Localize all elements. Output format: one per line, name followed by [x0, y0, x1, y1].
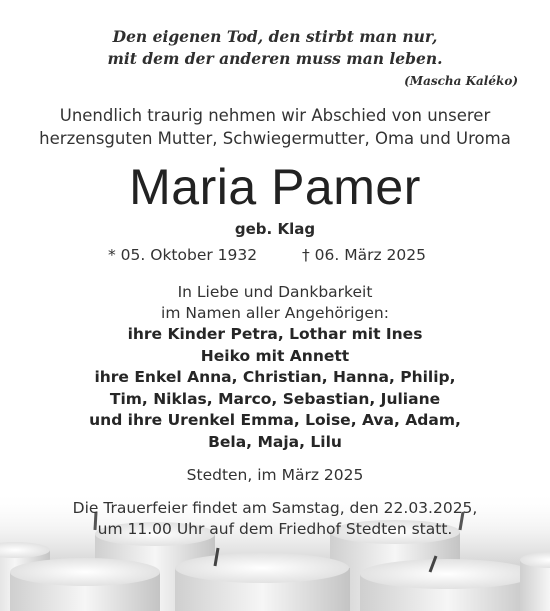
family-line: ihre Kinder Petra, Lothar mit Ines	[127, 325, 423, 343]
deceased-name: Maria Pamer	[129, 159, 421, 215]
candle	[10, 558, 160, 611]
death-date: † 06. März 2025	[302, 246, 427, 264]
intro-line-1: Unendlich traurig nehmen wir Abschied von unserer	[59, 106, 491, 125]
thanks-line-2: im Namen aller Angehörigen:	[161, 304, 389, 322]
intro-line-2: herzensguten Mutter, Schwiegermutter, Oma und Uroma	[39, 129, 511, 148]
birth-date: * 05. Oktober 1932	[108, 246, 258, 264]
quote-line-1: Den eigenen Tod, den stirbt man nur,	[112, 27, 438, 46]
candle	[360, 556, 535, 611]
candle	[520, 552, 550, 611]
life-dates	[0, 246, 550, 268]
family-line: Bela, Maja, Lilu	[208, 432, 342, 451]
intro-text	[0, 104, 550, 150]
family-line: ihre Enkel Anna, Christian, Hanna, Philip,	[94, 368, 456, 386]
candle	[175, 548, 350, 611]
family-line: Heiko mit Annett	[200, 346, 350, 365]
funeral-info	[0, 498, 550, 540]
quote-line-2: mit dem der anderen muss man leben.	[107, 49, 443, 68]
place-and-date: Stedten, im März 2025	[186, 466, 364, 484]
epigraph-quote	[0, 26, 550, 70]
family-line: und ihre Urenkel Emma, Loise, Ava, Adam,	[89, 411, 461, 429]
mourners-intro	[0, 282, 550, 324]
funeral-line-2: um 11.00 Uhr auf dem Friedhof Stedten statt.	[97, 520, 453, 538]
quote-author: (Mascha Kaléko)	[404, 74, 518, 88]
family-line: Tim, Niklas, Marco, Sebastian, Juliane	[109, 389, 441, 408]
family-list	[0, 324, 550, 453]
thanks-line-1: In Liebe und Dankbarkeit	[177, 283, 373, 301]
maiden-name: geb. Klag	[234, 220, 316, 238]
funeral-line-1: Die Trauerfeier findet am Samstag, den 22.03.2025,	[72, 499, 478, 517]
